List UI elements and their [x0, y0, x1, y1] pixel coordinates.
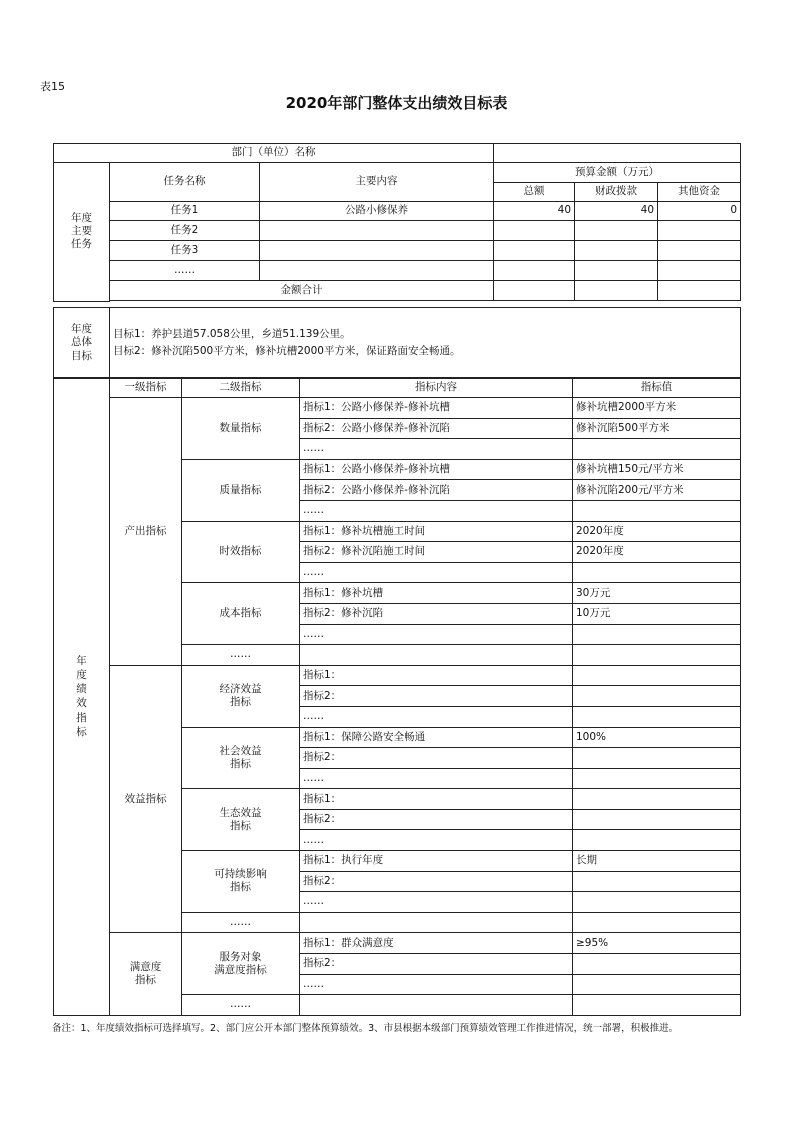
indicator-content: ……	[300, 768, 573, 789]
indicator-content	[300, 995, 573, 1016]
level1-satisfaction: 满意度 指标	[110, 933, 182, 1015]
indicator-value	[573, 706, 741, 727]
indicator-content: ……	[300, 439, 573, 460]
indicator-value	[573, 686, 741, 707]
goal-line-2: 目标2：修补沉陷500平方米，修补坑槽2000平方米，保证路面安全畅通。	[113, 344, 461, 357]
value-header: 指标值	[573, 378, 741, 398]
indicator-content: ……	[300, 624, 573, 645]
task-content-header: 主要内容	[260, 163, 494, 202]
indicator-content: 指标2：	[300, 871, 573, 892]
performance-table	[53, 377, 741, 1016]
task-table	[53, 143, 741, 302]
sum-fiscal	[575, 281, 658, 301]
indicator-content: 指标1：修补坑槽施工时间	[300, 521, 573, 542]
indicator-content: ……	[300, 562, 573, 583]
indicator-value	[573, 954, 741, 975]
indicator-content: 指标1：公路小修保养-修补坑槽	[300, 398, 573, 419]
level2-sustainable: 可持续影响 指标	[182, 851, 300, 913]
indicator-content: 指标2：修补沉陷施工时间	[300, 542, 573, 563]
indicator-content: ……	[300, 892, 573, 913]
level2-quality: 质量指标	[182, 459, 300, 521]
content-header: 指标内容	[300, 378, 573, 398]
level2-ecological: 生态效益 指标	[182, 789, 300, 851]
indicator-content	[300, 912, 573, 933]
indicator-content: 指标2：	[300, 954, 573, 975]
budget-header: 预算金额（万元）	[494, 163, 741, 183]
task-name: 任务2	[110, 221, 260, 241]
task-name-header: 任务名称	[110, 163, 260, 202]
level2-ellipsis: ……	[182, 912, 300, 933]
level2-quantity: 数量指标	[182, 398, 300, 460]
indicator-value: 2020年度	[573, 521, 741, 542]
indicator-value	[573, 995, 741, 1016]
indicator-content: ……	[300, 706, 573, 727]
indicator-value: 修补坑槽150元/平方米	[573, 459, 741, 480]
level2-economic: 经济效益 指标	[182, 665, 300, 727]
sum-label: 金额合计	[110, 281, 494, 301]
indicator-value	[573, 912, 741, 933]
budget-total-header: 总额	[494, 183, 575, 202]
indicator-value: 2020年度	[573, 542, 741, 563]
indicator-content: 指标2：公路小修保养-修补沉陷	[300, 480, 573, 501]
task-other	[658, 241, 741, 261]
level1-header: 一级指标	[110, 378, 182, 398]
tasks-section-label: 年度 主要 任务	[54, 163, 110, 302]
indicator-content: 指标2：	[300, 748, 573, 769]
sum-other	[658, 281, 741, 301]
indicator-content: 指标1：公路小修保养-修补坑槽	[300, 459, 573, 480]
footnote: 备注：1、年度绩效指标可选择填写。2、部门应公开本部门整体预算绩效。3、市县根据本级部门预算绩效管理工作推进情况，统一部署，积极推进。	[52, 1023, 679, 1034]
task-other	[658, 261, 741, 281]
indicator-value	[573, 974, 741, 995]
level2-social: 社会效益 指标	[182, 727, 300, 789]
indicator-content: 指标1：执行年度	[300, 851, 573, 872]
indicator-value	[573, 645, 741, 666]
level2-timeliness: 时效指标	[182, 521, 300, 583]
goals-text	[110, 308, 741, 379]
task-total	[494, 221, 575, 241]
indicator-value	[573, 830, 741, 851]
level2-ellipsis: ……	[182, 645, 300, 666]
level1-benefit: 效益指标	[110, 665, 182, 933]
indicator-content	[300, 645, 573, 666]
indicator-value: 100%	[573, 727, 741, 748]
indicator-content: 指标2：修补沉陷	[300, 603, 573, 624]
task-content	[260, 241, 494, 261]
level1-output: 产出指标	[110, 398, 182, 666]
task-total	[494, 241, 575, 261]
task-fiscal: 40	[575, 202, 658, 221]
indicator-value	[573, 871, 741, 892]
task-total: 40	[494, 202, 575, 221]
indicator-value	[573, 500, 741, 521]
indicator-content: ……	[300, 500, 573, 521]
indicator-content: 指标2：	[300, 686, 573, 707]
task-content	[260, 221, 494, 241]
indicator-content: ……	[300, 830, 573, 851]
indicator-content: 指标1：保障公路安全畅通	[300, 727, 573, 748]
goals-section-label: 年度 总体 目标	[54, 308, 110, 379]
task-row	[54, 202, 741, 221]
task-content	[260, 261, 494, 281]
goals-table	[53, 307, 741, 379]
task-total	[494, 261, 575, 281]
indicator-content: 指标2：	[300, 809, 573, 830]
table-label: 表15	[40, 80, 65, 93]
indicator-value	[573, 624, 741, 645]
level2-ellipsis: ……	[182, 995, 300, 1016]
indicator-content: 指标1：	[300, 665, 573, 686]
dept-name-value	[494, 144, 741, 163]
task-fiscal	[575, 221, 658, 241]
task-fiscal	[575, 241, 658, 261]
task-name: 任务1	[110, 202, 260, 221]
indicator-value	[573, 439, 741, 460]
budget-other-header: 其他资金	[658, 183, 741, 202]
task-content: 公路小修保养	[260, 202, 494, 221]
task-name: ……	[110, 261, 260, 281]
indicator-content: 指标2：公路小修保养-修补沉陷	[300, 418, 573, 439]
indicator-value: 修补坑槽2000平方米	[573, 398, 741, 419]
indicator-content: 指标1：	[300, 789, 573, 810]
indicator-value	[573, 748, 741, 769]
indicator-value	[573, 665, 741, 686]
indicator-value	[573, 562, 741, 583]
indicator-value	[573, 789, 741, 810]
indicator-value: ≥95%	[573, 933, 741, 954]
level2-service: 服务对象 满意度指标	[182, 933, 300, 995]
task-row	[54, 241, 741, 261]
dept-name-label: 部门（单位）名称	[54, 144, 494, 163]
page-title: 2020年部门整体支出绩效目标表	[285, 94, 508, 112]
task-fiscal	[575, 261, 658, 281]
task-name: 任务3	[110, 241, 260, 261]
sum-total	[494, 281, 575, 301]
indicator-value: 长期	[573, 851, 741, 872]
level2-header: 二级指标	[182, 378, 300, 398]
indicator-content: ……	[300, 974, 573, 995]
indicator-value: 修补沉陷500平方米	[573, 418, 741, 439]
task-other: 0	[658, 202, 741, 221]
perf-section-label: 年 度 绩 效 指 标	[54, 378, 110, 1016]
indicator-content: 指标1：修补坑槽	[300, 583, 573, 604]
task-row	[54, 221, 741, 241]
task-row	[54, 261, 741, 281]
indicator-value	[573, 809, 741, 830]
budget-fiscal-header: 财政拨款	[575, 183, 658, 202]
indicator-value: 30万元	[573, 583, 741, 604]
indicator-value: 10万元	[573, 603, 741, 624]
task-other	[658, 221, 741, 241]
level2-cost: 成本指标	[182, 583, 300, 645]
goal-line-1: 目标1：养护县道57.058公里，乡道51.139公里。	[113, 328, 351, 341]
indicator-content: 指标1：群众满意度	[300, 933, 573, 954]
indicator-value: 修补沉陷200元/平方米	[573, 480, 741, 501]
indicator-value	[573, 768, 741, 789]
indicator-value	[573, 892, 741, 913]
